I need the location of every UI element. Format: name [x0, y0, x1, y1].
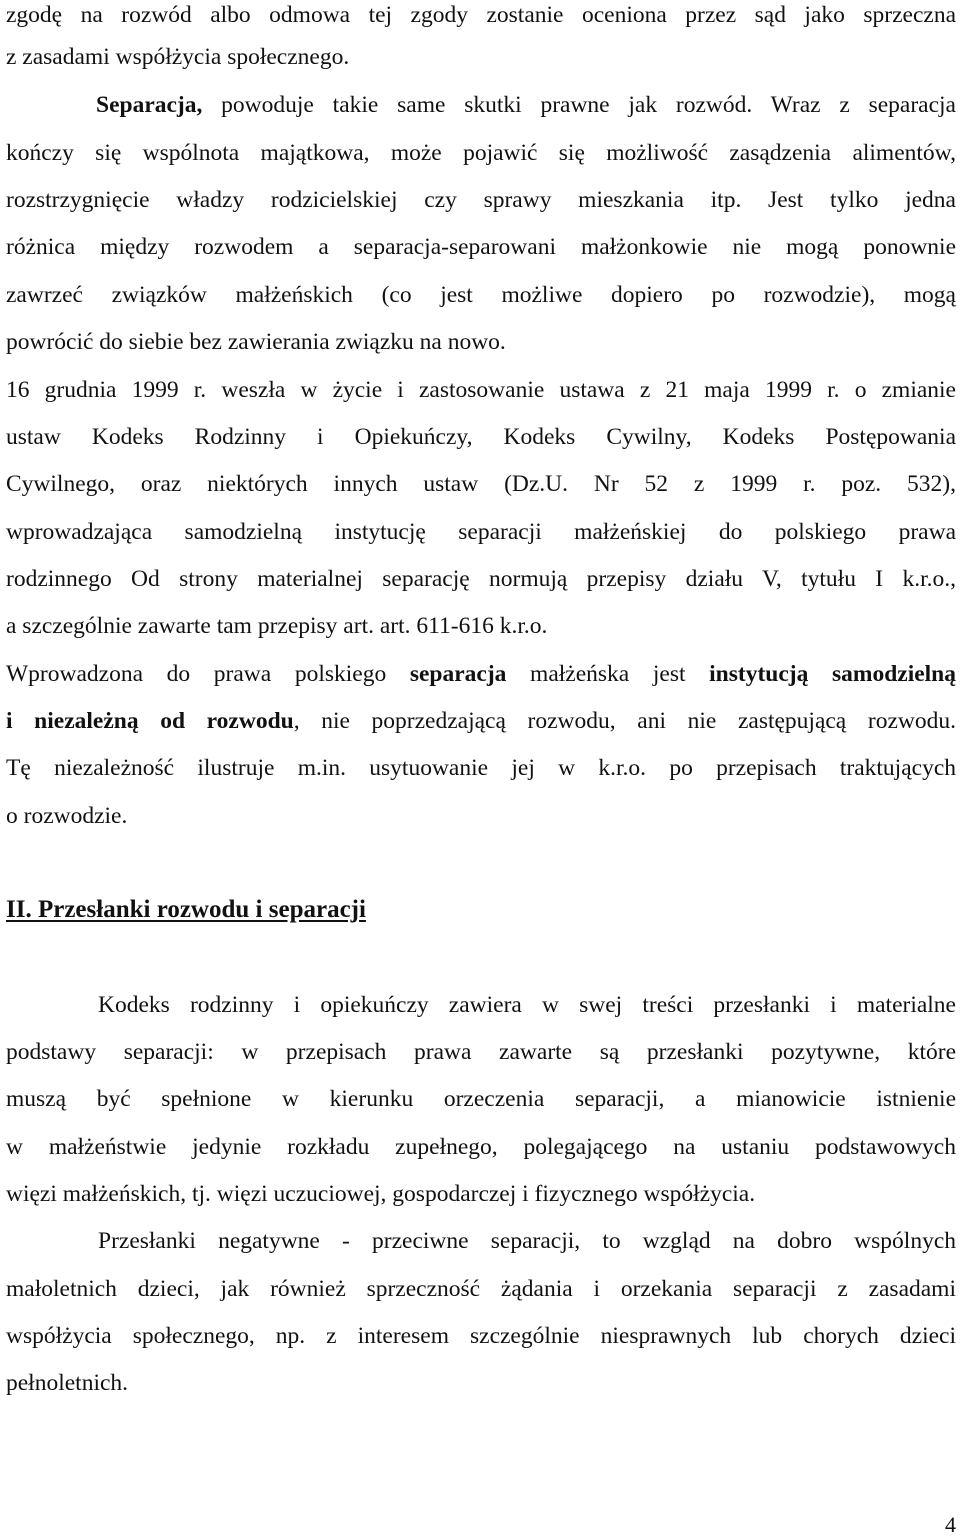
text-line: różnica między rozwodem a separacja-separowani małżonkowie nie mogą ponownie: [6, 234, 956, 260]
text-line: a szczególnie zawarte tam przepisy art. art. 611-616 k.r.o.: [6, 613, 548, 639]
section-heading: II. Przesłanki rozwodu i separacji: [6, 896, 366, 923]
bold-term: Separacja,: [96, 92, 203, 118]
text-line: Tę niezależność ilustruje m.in. usytuowanie jej w k.r.o. po przepisach traktujących: [6, 755, 956, 781]
text-line: 16 grudnia 1999 r. weszła w życie i zastosowanie ustawa z 21 maja 1999 r. o zmianie: [6, 377, 956, 403]
text-line: [6, 659, 956, 689]
text-span: małżeńska jest: [506, 661, 710, 687]
text-line: [6, 90, 956, 120]
text-line: Przesłanki negatywne - przeciwne separacji, to wzgląd na dobro wspólnych: [98, 1228, 956, 1254]
text-line: ustaw Kodeks Rodzinny i Opiekuńczy, Kodeks Cywilny, Kodeks Postępowania: [6, 424, 956, 450]
text-span: , nie poprzedzającą rozwodu, ani nie zastępującą rozwodu.: [293, 708, 956, 734]
text-line: rozstrzygnięcie władzy rodzicielskiej czy sprawy mieszkania itp. Jest tylko jedna: [6, 187, 956, 213]
text-line: podstawy separacji: w przepisach prawa zawarte są przesłanki pozytywne, które: [6, 1039, 956, 1065]
bold-term: separacja: [409, 661, 507, 687]
text-line: zawrzeć związków małżeńskich (co jest możliwe dopiero po rozwodzie), mogą: [6, 282, 956, 308]
text-line: małoletnich dzieci, jak również sprzeczność żądania i orzekania separacji z zasadami: [6, 1276, 956, 1302]
text-line: pełnoletnich.: [6, 1370, 129, 1396]
text-line: w małżeństwie jedynie rozkładu zupełnego, polegającego na ustaniu podstawowych: [6, 1134, 956, 1160]
text-line: muszą być spełnione w kierunku orzeczenia separacji, a mianowicie istnienie: [6, 1086, 956, 1112]
text-line: współżycia społecznego, np. z interesem szczególnie niesprawnych lub chorych dzieci: [6, 1323, 956, 1349]
text-line: więzi małżeńskich, tj. więzi uczuciowej, gospodarczej i fizycznego współżycia.: [6, 1181, 756, 1207]
bold-term: instytucją samodzielną: [709, 661, 957, 687]
page-number: 4: [945, 1512, 956, 1537]
text-line: wprowadzająca samodzielną instytucję separacji małżeńskiej do polskiego prawa: [6, 519, 956, 545]
text-line: powrócić do siebie bez zawierania związku na nowo.: [6, 329, 506, 355]
bold-term: i niezależną od rozwodu: [6, 708, 294, 734]
text-span: Wprowadzona do prawa polskiego: [6, 661, 410, 687]
text-line: zgodę na rozwód albo odmowa tej zgody zostanie oceniona przez sąd jako sprzeczna: [6, 2, 956, 28]
text-line: rodzinnego Od strony materialnej separację normują przepisy działu V, tytułu I k.r.o.,: [6, 566, 956, 592]
text-line: Cywilnego, oraz niektórych innych ustaw (Dz.U. Nr 52 z 1999 r. poz. 532),: [6, 471, 956, 497]
text-line: kończy się wspólnota majątkowa, może pojawić się możliwość zasądzenia alimentów,: [6, 140, 956, 166]
text-line: o rozwodzie.: [6, 803, 128, 829]
text-line: z zasadami współżycia społecznego.: [6, 44, 350, 70]
text-span: powoduje takie same skutki prawne jak rozwód. Wraz z separacja: [202, 92, 956, 118]
text-line: [6, 706, 956, 736]
text-line: Kodeks rodzinny i opiekuńczy zawiera w swej treści przesłanki i materialne: [98, 992, 956, 1018]
